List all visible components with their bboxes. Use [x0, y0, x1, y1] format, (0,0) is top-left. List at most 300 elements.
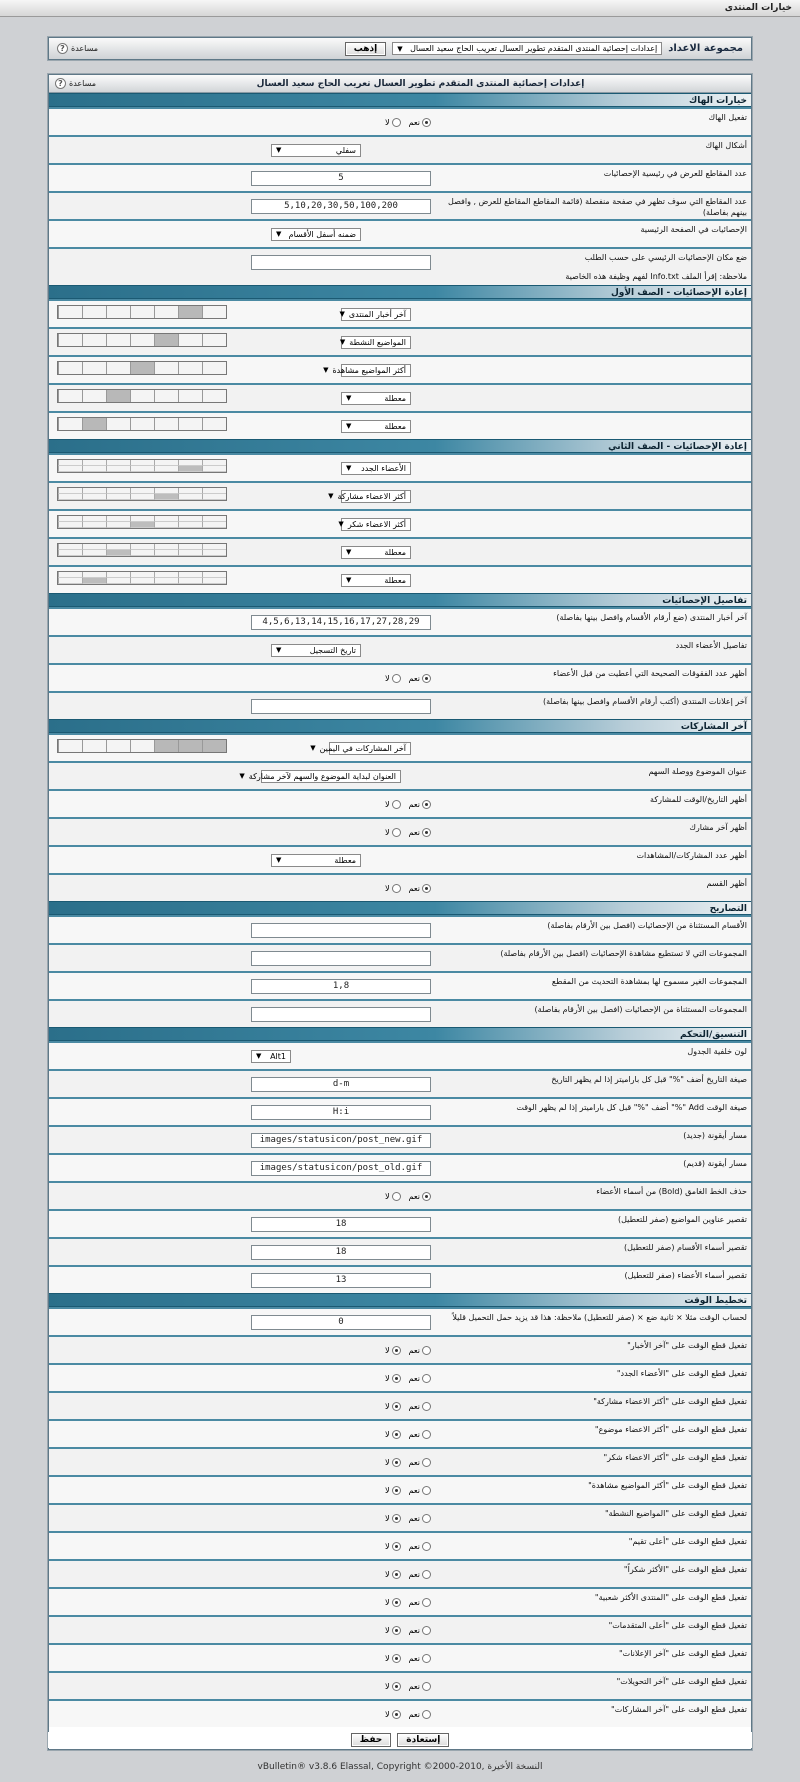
yes-no-radio-group [385, 1626, 431, 1635]
setting-control [251, 880, 431, 896]
setting-row [49, 915, 751, 943]
setting-control [251, 306, 431, 322]
setting-control [251, 1342, 431, 1358]
text-input[interactable]: 18 [251, 1245, 431, 1260]
grid-cell [202, 740, 226, 752]
setting-control [251, 1314, 431, 1330]
setting-control [251, 1104, 431, 1120]
dropdown-select[interactable] [271, 228, 361, 241]
setting-label: تفعيل قطع الوقت على "المواضيع النشطة" [604, 1509, 747, 1518]
yes-no-radio-group [385, 1514, 431, 1523]
radio-yes[interactable] [409, 884, 431, 893]
radio-no[interactable] [385, 1570, 401, 1579]
setting-label: عدد المقاطع للعرض في رئيسية الإحصائيات [603, 169, 747, 178]
text-input[interactable]: d-m [251, 1077, 431, 1092]
setting-control [251, 1482, 431, 1498]
radio-button-icon [422, 1542, 431, 1551]
setting-label: تفعيل قطع الوقت على "آخر الأخبار" [627, 1341, 747, 1350]
setting-label: تفعيل قطع الوقت على "أعلى تقيم" [628, 1537, 747, 1546]
setting-control [239, 768, 431, 784]
text-input[interactable]: 4,5,6,13,14,15,16,17,27,28,29 [251, 615, 431, 630]
setting-row [49, 789, 751, 817]
grid-cell [82, 740, 106, 752]
radio-button-icon [392, 1598, 401, 1607]
setting-label: الأقسام المستثناة من الإحصائيات (افصل بين الأرقام بفاصلة) [547, 921, 747, 930]
radio-label: نعم [408, 799, 420, 809]
yes-no-radio-group [385, 1458, 431, 1467]
text-input[interactable]: 13 [251, 1273, 431, 1288]
setting-control [251, 1706, 431, 1722]
yes-no-radio-group [385, 884, 431, 893]
dropdown-value: أكثر الاعضاء شكر [347, 519, 406, 529]
dropdown-value: أكثر المواضيع مشاهدة [332, 365, 406, 375]
layout-position-grid[interactable] [57, 515, 227, 529]
layout-position-grid[interactable] [57, 459, 227, 473]
grid-cell [130, 334, 154, 346]
radio-yes[interactable] [409, 1654, 431, 1663]
text-input[interactable] [251, 923, 431, 938]
setting-row [49, 1153, 751, 1181]
section-header: التصاريح [49, 901, 751, 915]
radio-yes[interactable] [409, 1486, 431, 1495]
dropdown-value: معطلة [384, 575, 406, 585]
setting-row [49, 943, 751, 971]
setting-row [49, 1671, 751, 1699]
radio-button-icon [392, 1430, 401, 1439]
setting-row [49, 383, 751, 411]
grid-cell [82, 494, 106, 500]
setting-control [251, 1244, 431, 1260]
setting-label: عنوان الموضوع ووصلة السهم [648, 767, 747, 776]
setting-row [49, 191, 751, 219]
grid-cell [58, 306, 82, 318]
setting-control [251, 1160, 431, 1176]
grid-cell [106, 390, 130, 402]
radio-button-icon [392, 1514, 401, 1523]
setting-control [251, 614, 431, 630]
radio-no[interactable] [385, 1542, 401, 1551]
text-input[interactable] [251, 1007, 431, 1022]
dropdown-value: أكثر الاعضاء مشاركة [337, 491, 406, 501]
text-input[interactable]: 5,10,20,30,50,100,200 [251, 199, 431, 214]
setting-row [49, 565, 751, 593]
radio-yes[interactable] [409, 1192, 431, 1201]
radio-yes[interactable] [409, 1346, 431, 1355]
setting-control [251, 1216, 431, 1232]
help-link[interactable]: مساعدة ? [57, 43, 98, 54]
radio-button-icon [392, 1402, 401, 1411]
setting-control [251, 922, 431, 938]
setting-control [251, 1594, 431, 1610]
setting-label: لحساب الوقت مثلا × ثانية ضع × (صفر للتعطيل) ملاحظة: هذا قد يزيد حمل التحميل قليلاً [452, 1313, 747, 1322]
setting-label: أظهر عدد المشاركات/المشاهدات [636, 851, 747, 860]
setting-control [251, 1272, 431, 1288]
radio-label: لا [385, 1709, 390, 1719]
grid-cell [106, 306, 130, 318]
grid-cell [106, 466, 130, 472]
setting-control [251, 362, 431, 378]
radio-yes[interactable] [409, 1402, 431, 1411]
setting-label: المجموعات الغير مسموح لها بمشاهدة التحديث من المقطع [551, 977, 747, 986]
dropdown-select[interactable] [341, 574, 411, 587]
text-input[interactable] [251, 951, 431, 966]
dropdown-select[interactable] [251, 1050, 291, 1063]
radio-label: لا [385, 1485, 390, 1495]
radio-button-icon [392, 1192, 401, 1201]
setting-row [49, 733, 751, 761]
setting-row [49, 635, 751, 663]
radio-label: لا [385, 799, 390, 809]
dropdown-value: سفلي [335, 145, 356, 155]
setting-row [49, 411, 751, 439]
text-input[interactable] [251, 255, 431, 270]
grid-cell [178, 466, 202, 472]
text-input[interactable] [251, 699, 431, 714]
setting-control [251, 198, 431, 214]
section-header: إعادة الإحصائيات - الصف الأول [49, 285, 751, 299]
section-header: آخر المشاركات [49, 719, 751, 733]
grid-cell [58, 390, 82, 402]
dropdown-select[interactable] [310, 742, 411, 755]
dropdown-value: معطلة [334, 855, 356, 865]
radio-label: نعم [408, 1709, 420, 1719]
radio-yes[interactable] [409, 1430, 431, 1439]
radio-yes[interactable] [409, 1514, 431, 1523]
radio-button-icon [392, 884, 401, 893]
section-body [49, 915, 751, 1027]
text-input[interactable]: 0 [251, 1315, 431, 1330]
setting-row [49, 1587, 751, 1615]
grid-cell [130, 740, 154, 752]
dropdown-value: المواضيع النشطة [349, 337, 406, 347]
radio-label: نعم [408, 1485, 420, 1495]
text-input[interactable]: H:i [251, 1105, 431, 1120]
radio-no[interactable] [385, 118, 401, 127]
setting-label: تفعيل قطع الوقت على "آخر الإعلانات" [619, 1649, 747, 1658]
grid-cell [82, 390, 106, 402]
dropdown-select[interactable] [341, 462, 411, 475]
radio-button-icon [392, 828, 401, 837]
setting-label: أظهر آخر مشارك [689, 823, 747, 832]
setting-row [49, 663, 751, 691]
radio-no[interactable] [385, 1486, 401, 1495]
grid-cell [202, 550, 226, 556]
setting-control [251, 142, 431, 158]
setting-row [49, 481, 751, 509]
grid-cell [202, 306, 226, 318]
radio-label: نعم [408, 1681, 420, 1691]
radio-label: لا [385, 1401, 390, 1411]
setting-control [251, 1678, 431, 1694]
radio-yes[interactable] [409, 674, 431, 683]
setting-control [251, 488, 431, 504]
grid-cell [106, 740, 130, 752]
grid-cell [82, 578, 106, 584]
settings-panel [48, 74, 752, 1750]
radio-button-icon [422, 674, 431, 683]
setting-row [49, 691, 751, 719]
radio-button-icon [422, 828, 431, 837]
text-input[interactable]: 1,8 [251, 979, 431, 994]
layout-position-grid[interactable] [57, 305, 227, 319]
chevron-down-icon: ▼ [276, 230, 282, 238]
radio-label: نعم [408, 1541, 420, 1551]
setting-row [49, 607, 751, 635]
setting-label: تفعيل قطع الوقت على "الأكثر شكراً" [623, 1565, 747, 1574]
setting-label: تفعيل قطع الوقت على "أكثر الاعضاء شكر" [603, 1453, 747, 1462]
save-button[interactable]: حفظ [351, 1733, 392, 1747]
radio-no[interactable] [385, 884, 401, 893]
radio-label: نعم [408, 1569, 420, 1579]
setting-label: تفعيل قطع الوقت على "أكثر المواضيع مشاهدة" [588, 1481, 747, 1490]
option-group-select[interactable]: إعدادات إحصائية المنتدى المتقدم تطوير العسال تعريب الحاج سعيد العسال ▼ [392, 42, 662, 55]
radio-label: لا [385, 1429, 390, 1439]
setting-control [251, 1188, 431, 1204]
radio-no[interactable] [385, 1682, 401, 1691]
radio-button-icon [422, 1682, 431, 1691]
setting-label: تفعيل قطع الوقت على "أكثر الاعضاء مشاركة" [593, 1397, 747, 1406]
grid-cell [58, 362, 82, 374]
radio-label: لا [385, 1653, 390, 1663]
radio-label: نعم [408, 1191, 420, 1201]
dropdown-select[interactable] [341, 420, 411, 433]
radio-yes[interactable] [409, 1626, 431, 1635]
radio-button-icon [422, 1486, 431, 1495]
setting-row [49, 1041, 751, 1069]
radio-button-icon [422, 1626, 431, 1635]
layout-position-grid[interactable] [57, 543, 227, 557]
text-input[interactable]: 5 [251, 171, 431, 186]
setting-label: تفعيل قطع الوقت على "آخر المشاركات" [611, 1705, 747, 1714]
radio-no[interactable] [385, 1654, 401, 1663]
dropdown-select[interactable] [271, 144, 361, 157]
section-header: إعادة الإحصائيات - الصف الثاني [49, 439, 751, 453]
section-body [49, 1041, 751, 1293]
reset-button[interactable]: إستعادة [397, 1733, 449, 1747]
dropdown-value: تاريخ التسجيل [309, 645, 356, 655]
layout-position-grid[interactable] [57, 739, 227, 753]
yes-no-radio-group [385, 828, 431, 837]
radio-label: لا [385, 1569, 390, 1579]
layout-position-grid[interactable] [57, 417, 227, 431]
grid-cell [178, 550, 202, 556]
grid-cell [82, 466, 106, 472]
dropdown-select[interactable] [341, 308, 411, 321]
grid-cell [154, 418, 178, 430]
grid-cell [154, 390, 178, 402]
radio-button-icon [392, 1710, 401, 1719]
grid-cell [154, 362, 178, 374]
radio-button-icon [392, 1346, 401, 1355]
radio-button-icon [392, 1542, 401, 1551]
radio-label: لا [385, 1625, 390, 1635]
radio-no[interactable] [385, 1458, 401, 1467]
grid-cell [154, 466, 178, 472]
grid-cell [130, 466, 154, 472]
yes-no-radio-group [385, 1486, 431, 1495]
setting-row [49, 135, 751, 163]
setting-control [251, 1510, 431, 1526]
setting-control [251, 1538, 431, 1554]
dropdown-select[interactable] [271, 854, 361, 867]
setting-control [251, 1566, 431, 1582]
dropdown-select[interactable] [341, 392, 411, 405]
help-link-main[interactable]: مساعدة ? [55, 78, 96, 89]
radio-yes[interactable] [409, 1374, 431, 1383]
radio-no[interactable] [385, 1598, 401, 1607]
chevron-down-icon: ▼ [310, 744, 316, 752]
grid-cell [82, 334, 106, 346]
text-input[interactable]: images/statusicon/post_old.gif [251, 1161, 431, 1176]
chevron-down-icon: ▼ [339, 310, 345, 318]
setting-control [251, 1370, 431, 1386]
radio-no[interactable] [385, 828, 401, 837]
radio-yes[interactable] [409, 828, 431, 837]
dropdown-select[interactable] [341, 336, 411, 349]
radio-no[interactable] [385, 1626, 401, 1635]
dropdown-select[interactable] [338, 518, 411, 531]
setting-label: صيغة الوقت Add "%" أضف "%" قبل كل باراميتر إذا لم يظهر الوقت [516, 1103, 747, 1112]
grid-cell [154, 550, 178, 556]
radio-yes[interactable] [409, 1682, 431, 1691]
dropdown-value: الأعضاء الجدد [361, 463, 406, 473]
radio-no[interactable] [385, 674, 401, 683]
radio-button-icon [392, 1654, 401, 1663]
setting-label: أظهر القسم [706, 879, 747, 888]
option-group-bar [48, 37, 752, 60]
radio-label: نعم [408, 827, 420, 837]
radio-yes[interactable] [409, 1598, 431, 1607]
option-group-label: مجموعة الاعداد [668, 43, 743, 54]
dropdown-value: ضمنه أسفل الأقسام [288, 229, 356, 239]
setting-control [251, 1048, 431, 1064]
radio-no[interactable] [385, 1514, 401, 1523]
radio-yes[interactable] [409, 118, 431, 127]
yes-no-radio-group [385, 1598, 431, 1607]
setting-label: تفعيل قطع الوقت على "آخر التحويلات" [616, 1677, 747, 1686]
section-body [49, 299, 751, 439]
radio-yes[interactable] [409, 800, 431, 809]
radio-label: نعم [408, 883, 420, 893]
layout-position-grid[interactable] [57, 361, 227, 375]
radio-label: نعم [408, 1373, 420, 1383]
setting-label: تقصير عناوين المواضيع (صفر للتعطيل) [617, 1215, 747, 1224]
setting-control [251, 1006, 431, 1022]
grid-cell [82, 362, 106, 374]
setting-row [49, 1615, 751, 1643]
setting-label: عدد المقاطع التي سوف تظهر في صفحة منفصلة (قائمة المقاطع المقاطع للعرض , وافصل بينهم بفاصلة) [448, 197, 747, 217]
radio-label: نعم [408, 1457, 420, 1467]
dropdown-value: آخر المشاركات في اليمين [319, 743, 406, 753]
radio-label: نعم [408, 1513, 420, 1523]
dropdown-select[interactable] [323, 364, 411, 377]
radio-button-icon [392, 674, 401, 683]
radio-label: لا [385, 1681, 390, 1691]
setting-label: تفعيل الهاك [708, 113, 747, 122]
text-input[interactable]: 18 [251, 1217, 431, 1232]
setting-control [251, 516, 431, 532]
setting-label: صيغة التاريخ أضف "%" قبل كل باراميتر إذا لم يظهر التاريخ [551, 1075, 747, 1084]
radio-label: لا [385, 883, 390, 893]
radio-no[interactable] [385, 800, 401, 809]
radio-no[interactable] [385, 1710, 401, 1719]
grid-cell [58, 740, 82, 752]
dropdown-select[interactable] [328, 490, 411, 503]
grid-cell [130, 550, 154, 556]
dropdown-value: العنوان لبداية الموضوع والسهم لآخر مشاركة [248, 771, 396, 781]
grid-cell [178, 306, 202, 318]
layout-position-grid[interactable] [57, 571, 227, 585]
radio-label: لا [385, 1597, 390, 1607]
section-header: تخطيط الوقت [49, 1293, 751, 1307]
setting-row [49, 1181, 751, 1209]
grid-cell [154, 740, 178, 752]
grid-cell [130, 390, 154, 402]
dropdown-select[interactable] [239, 770, 401, 783]
text-input[interactable]: images/statusicon/post_new.gif [251, 1133, 431, 1148]
setting-row [49, 1237, 751, 1265]
grid-cell [130, 494, 154, 500]
grid-cell [106, 418, 130, 430]
radio-yes[interactable] [409, 1570, 431, 1579]
setting-label: تفعيل قطع الوقت على "أعلى المتقدمات" [608, 1621, 747, 1630]
setting-row [49, 1503, 751, 1531]
setting-label: آخر إعلانات المنتدى (أكتب أرقام الأقسام وافصل بينها بفاصلة) [543, 697, 747, 706]
page-title: خيارات المنتدى [0, 0, 800, 17]
radio-yes[interactable] [409, 1710, 431, 1719]
radio-no[interactable] [385, 1402, 401, 1411]
chevron-down-icon: ▼ [276, 146, 282, 154]
setting-label: ضع مكان الإحصائيات الرئيسي على حسب الطلب [584, 253, 747, 262]
setting-control [251, 1650, 431, 1666]
dropdown-value: معطلة [384, 393, 406, 403]
layout-position-grid[interactable] [57, 487, 227, 501]
yes-no-radio-group [385, 1570, 431, 1579]
grid-cell [154, 306, 178, 318]
radio-button-icon [392, 800, 401, 809]
setting-row [49, 219, 751, 247]
grid-cell [178, 362, 202, 374]
grid-cell [178, 522, 202, 528]
dropdown-select[interactable] [341, 546, 411, 559]
radio-no[interactable] [385, 1430, 401, 1439]
grid-cell [130, 578, 154, 584]
setting-row [49, 453, 751, 481]
chevron-down-icon: ▼ [256, 1052, 262, 1060]
setting-row [49, 1307, 751, 1335]
radio-no[interactable] [385, 1346, 401, 1355]
yes-no-radio-group [385, 1192, 431, 1201]
yes-no-radio-group [385, 118, 431, 127]
chevron-down-icon: ▼ [239, 772, 245, 780]
radio-no[interactable] [385, 1192, 401, 1201]
chevron-down-icon: ▼ [338, 520, 344, 528]
setting-row [49, 1643, 751, 1671]
setting-label: الإحصائيات في الصفحة الرئيسية [640, 225, 747, 234]
setting-row [49, 1391, 751, 1419]
setting-row [49, 327, 751, 355]
layout-position-grid[interactable] [57, 389, 227, 403]
radio-yes[interactable] [409, 1458, 431, 1467]
radio-no[interactable] [385, 1374, 401, 1383]
go-button[interactable]: إذهب [345, 42, 386, 56]
grid-cell [202, 362, 226, 374]
section-header: خيارات الهاك [49, 93, 751, 107]
grid-cell [202, 522, 226, 528]
radio-yes[interactable] [409, 1542, 431, 1551]
layout-position-grid[interactable] [57, 333, 227, 347]
dropdown-select[interactable] [271, 644, 361, 657]
